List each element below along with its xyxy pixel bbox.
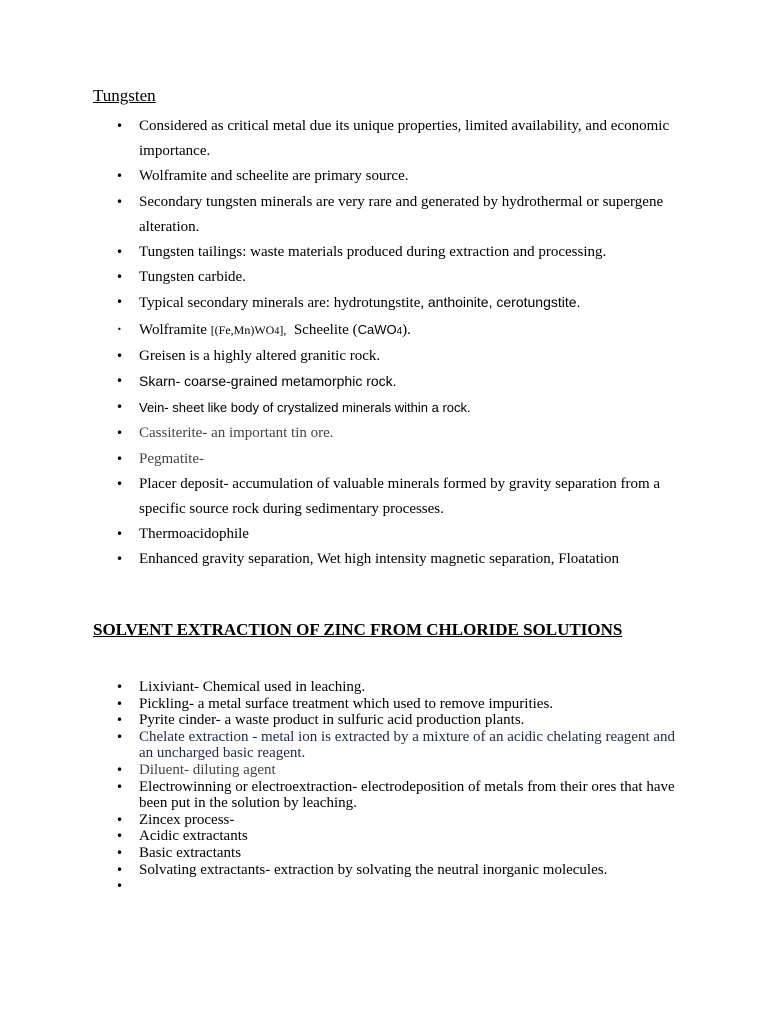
bullet-icon: • [116,245,124,260]
list-item: • Basic extractants [116,844,242,861]
list-item: • Diluent- diluting agent [116,761,276,778]
solvent-extraction-heading: SOLVENT EXTRACTION OF ZINC FROM CHLORIDE SOLUTIONS [93,620,623,639]
list-item: • Lixiviant- Chemical used in leaching. [116,679,366,695]
bullet-icon: • [116,729,124,744]
bullet-icon: • [116,812,124,827]
list-item: • Pegmatite- [0,447,679,472]
bullet-icon: • [116,680,124,694]
list-item: • Chelate extraction - metal ion is extracted by a mixture of an acidic chelating reagent and an uncharged basic reagent. [116,728,676,762]
bullet-icon: • [116,295,124,310]
list-item: • Placer deposit- accumulation of valuable minerals formed by gravity separation from a specific source rock during sedimentary processes. [0,472,679,522]
bullet-icon: • [116,426,124,441]
list-item: • Thermoacidophile [0,522,679,547]
list-item: • Acidic extractants [116,828,248,845]
bullet-icon: • [116,779,124,794]
bullet-icon: • [116,169,124,184]
bullet-icon: • [116,119,124,133]
bullet-icon: • [116,879,124,894]
bullet-icon: • [116,527,124,542]
tungsten-bullet-list [0,114,768,573]
bullet-icon: • [116,348,124,363]
bullet-icon: • [116,696,124,711]
bullet-icon: • [116,400,124,415]
list-item: • Solvating extractants- extraction by solvating the neutral inorganic molecules. [116,861,608,878]
list-item: • Cassiterite- an important tin ore. [0,421,679,446]
bullet-icon: • [116,451,124,466]
bullet-icon: • [116,374,124,389]
bullet-icon: • [116,762,124,777]
list-item: • Secondary tungsten minerals are very rare and generated by hydrothermal or supergene alteration. [0,190,679,240]
list-item [0,878,679,895]
list-item: • Enhanced gravity separation, Wet high intensity magnetic separation, Floatation [0,547,679,572]
list-item: • Tungsten carbide. [0,265,679,290]
list-item: • Wolframite [(Fe,Mn)WO4], Scheelite (CaWO4). [0,317,679,344]
list-item: • Greisen is a highly altered granitic rock. [0,344,679,369]
list-item: • Typical secondary minerals are: hydrotungstite, anthoinite, cerotungstite. [0,290,679,316]
list-item: • Vein- sheet like body of crystalized minerals within a rock. [0,395,679,421]
bullet-icon: • [116,713,124,728]
bullet-icon: • [116,270,124,285]
list-item: • Wolframite and scheelite are primary source. [0,164,679,189]
list-item: • Electrowinning or electroextraction- electrodeposition of metals from their ores that have been put in the solution by leaching. [116,778,675,812]
bullet-icon: • [117,324,122,334]
list-item: • Zincex process- [116,811,235,828]
tungsten-heading: Tungsten [93,86,156,105]
bullet-icon: • [116,862,124,877]
list-item: • Pyrite cinder- a waste product in sulfuric acid production plants. [116,712,525,729]
bullet-icon: • [116,194,124,209]
list-item: • Pickling- a metal surface treatment which used to remove impurities. [116,695,554,712]
solvent-bullet-list [0,679,768,895]
list-item: • Tungsten tailings: waste materials produced during extraction and processing. [0,240,679,265]
bullet-icon: • [116,476,124,491]
list-item: • Skarn- coarse-grained metamorphic rock. [0,369,679,395]
bullet-icon: • [116,845,124,860]
bullet-icon: • [116,829,124,844]
bullet-icon: • [116,552,124,567]
list-item: • Considered as critical metal due its unique properties, limited availability, and economic importance. [0,114,679,164]
